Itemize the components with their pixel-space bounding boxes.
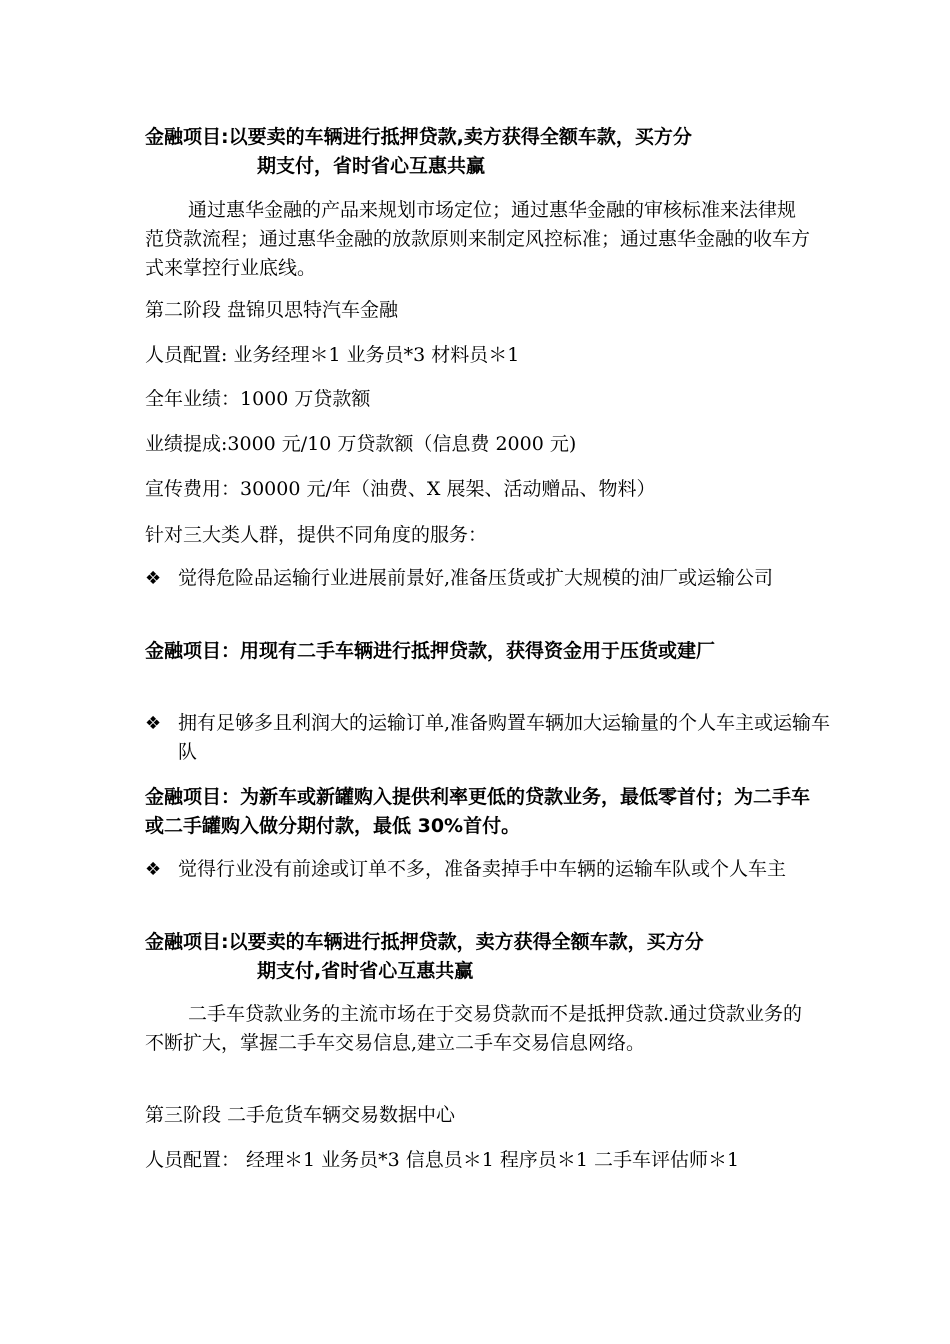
list-item bbox=[145, 855, 843, 884]
heading-line: 期支付，省时省心互惠共赢 bbox=[257, 155, 486, 177]
list-item bbox=[145, 564, 843, 593]
commission: 业绩提成:3000 元/10 万贷款额（信息费 2000 元) bbox=[145, 433, 577, 455]
heading-finance-project-1 bbox=[145, 123, 810, 181]
paragraph-used-car-loans: 二手车贷款业务的主流市场在于交易贷款而不是抵押贷款.通过贷款业务的不断扩大，掌握二手车交易信息,建立二手车交易信息网络。 bbox=[145, 1003, 803, 1054]
diamond-bullet-icon: ❖ bbox=[145, 568, 162, 589]
promotion-cost: 宣传费用：30000 元/年（油费、X 展架、活动赠品、物料） bbox=[145, 478, 656, 500]
diamond-bullet-icon: ❖ bbox=[145, 859, 162, 880]
heading-finance-project-2: 金融项目：用现有二手车辆进行抵押贷款，获得资金用于压货或建厂 bbox=[145, 640, 716, 662]
stage-two-title: 第二阶段 盘锦贝思特汽车金融 bbox=[145, 299, 399, 321]
staffing-stage-three: 人员配置： 经理＊1 业务员*3 信息员＊1 程序员＊1 二手车评估师＊1 bbox=[145, 1149, 740, 1171]
stage-three-title: 第三阶段 二手危货车辆交易数据中心 bbox=[145, 1104, 456, 1126]
three-groups-intro: 针对三大类人群，提供不同角度的服务： bbox=[145, 524, 488, 546]
heading-line: 金融项目:以要卖的车辆进行抵押贷款,卖方获得全额车款，买方分 bbox=[145, 126, 692, 148]
heading-line: 金融项目:以要卖的车辆进行抵押贷款，卖方获得全额车款，买方分 bbox=[145, 931, 704, 953]
list-item bbox=[145, 709, 843, 767]
bullet-text: 觉得行业没有前途或订单不多，准备卖掉手中车辆的运输车队或个人车主 bbox=[178, 858, 787, 880]
heading-finance-project-4 bbox=[145, 928, 810, 986]
diamond-bullet-icon: ❖ bbox=[145, 713, 162, 734]
heading-line: 期支付,省时省心互惠共赢 bbox=[257, 960, 474, 982]
heading-finance-project-3: 金融项目：为新车或新罐购入提供利率更低的贷款业务，最低零首付；为二手车或二手罐购入做分期付款，最低 30%首付。 bbox=[145, 786, 811, 837]
paragraph-huihua-finance: 通过惠华金融的产品来规划市场定位；通过惠华金融的审核标准来法律规范贷款流程；通过惠华金融的放款原则来制定风控标准；通过惠华金融的收车方式来掌控行业底线。 bbox=[145, 199, 811, 279]
bullet-text: 觉得危险品运输行业进展前景好,准备压货或扩大规模的油厂或运输公司 bbox=[178, 567, 774, 589]
bullet-text: 拥有足够多且利润大的运输订单,准备购置车辆加大运输量的个人车主或运输车队 bbox=[178, 712, 831, 763]
annual-performance: 全年业绩：1000 万贷款额 bbox=[145, 388, 371, 410]
staffing-stage-two: 人员配置: 业务经理＊1 业务员*3 材料员＊1 bbox=[145, 344, 520, 366]
